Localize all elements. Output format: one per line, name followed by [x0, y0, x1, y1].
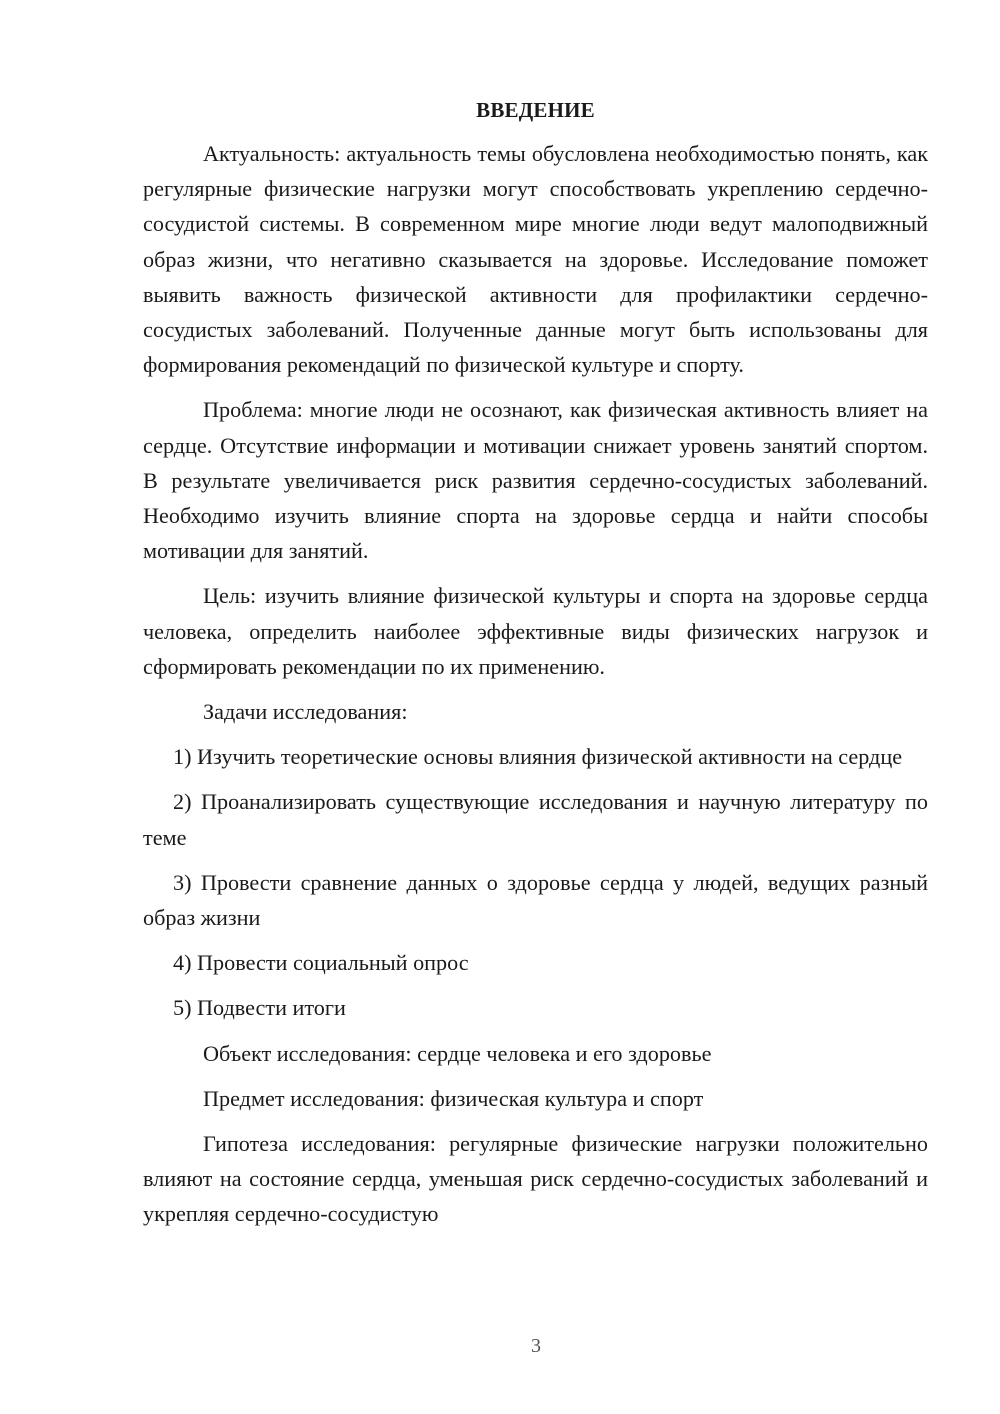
task-item-4: 4) Провести социальный опрос: [173, 950, 469, 976]
page-title: ВВЕДЕНИЕ: [476, 98, 595, 122]
page-number: 3: [531, 1335, 541, 1357]
paragraph-subject: Предмет исследования: физическая культура и спорт: [203, 1085, 704, 1111]
task-item-1: 1) Изучить теоретические основы влияния физической активности на сердце: [173, 744, 903, 770]
task-item-2: 2) Проанализировать существующие исследования и научную литературу по теме: [143, 789, 928, 850]
paragraph-relevance: Актуальность: актуальность темы обусловлена необходимостью понять, как регулярные физические нагрузки могут способствовать укреплению сердечно-сосудистой системы. В современном мире многие люди ведут малоподвижный образ жизни, что негативно сказывается на здоровье. Исследование поможет выявить важность физической активности для профилактики сердечно-сосудистых заболеваний. Полученные данные могут быть использованы для формирования рекомендаций по физической культуре и спорту.: [143, 141, 928, 378]
task-item-5: 5) Подвести итоги: [173, 995, 346, 1021]
tasks-heading: Задачи исследования:: [203, 699, 408, 725]
paragraph-object: Объект исследования: сердце человека и его здоровье: [203, 1040, 712, 1066]
paragraph-goal: Цель: изучить влияние физической культуры и спорта на здоровье сердца человека, определить наиболее эффективные виды физических нагрузок и сформировать рекомендации по их применению.: [143, 583, 928, 679]
task-item-3: 3) Провести сравнение данных о здоровье сердца у людей, ведущих разный образ жизни: [143, 869, 928, 931]
paragraph-problem: Проблема: многие люди не осознают, как физическая активность влияет на сердце. Отсутствие информации и мотивации снижает уровень занятий спортом. В результате увеличивается риск развития сердечно-сосудистых заболеваний. Необходимо изучить влияние спорта на здоровье сердца и найти способы мотивации для занятий.: [143, 397, 928, 564]
document-page: [143, 96, 928, 1242]
paragraph-hypothesis: Гипотеза исследования: регулярные физические нагрузки положительно влияют на состояние сердца, уменьшая риск сердечно-сосудистых заболеваний и укрепляя сердечно-сосудистую: [143, 1131, 928, 1227]
